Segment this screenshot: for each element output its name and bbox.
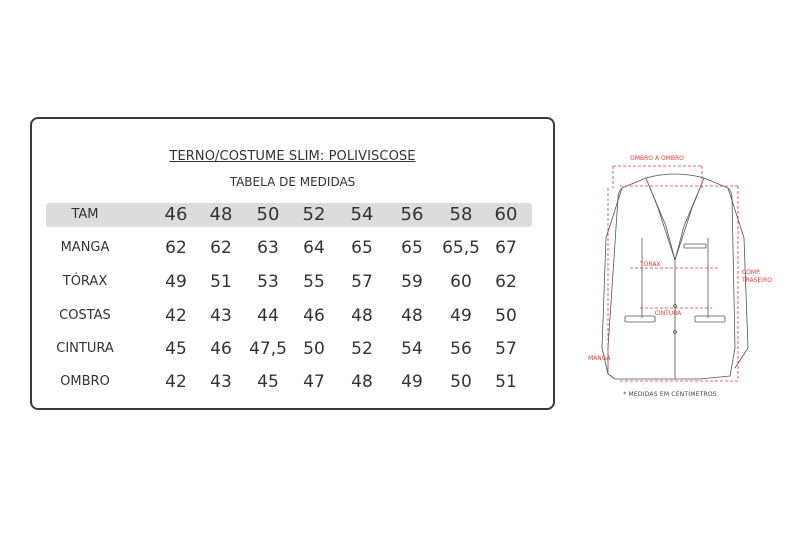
row-label: TÓRAX: [62, 274, 108, 289]
table-cell: 50: [495, 306, 517, 326]
table-cell: 52: [351, 339, 373, 359]
row-label: OMBRO: [60, 374, 110, 389]
label-manga: MANGA: [588, 355, 611, 362]
size-cell: 60: [494, 204, 518, 225]
size-cell: 52: [302, 204, 326, 225]
table-cell: 48: [351, 306, 373, 326]
measurement-note: * MEDIDAS EM CENTÍMETROS: [623, 391, 717, 398]
size-cell: 46: [164, 204, 188, 225]
table-cell: 45: [165, 339, 187, 359]
table-cell: 65: [351, 238, 373, 258]
table-cell: 49: [450, 306, 472, 326]
table-row: [46, 370, 532, 394]
table-cell: 55: [303, 272, 325, 292]
table-cell: 67: [495, 238, 517, 258]
table-cell: 53: [257, 272, 279, 292]
table-cell: 42: [165, 372, 187, 392]
table-cell: 54: [401, 339, 423, 359]
table-cell: 62: [210, 238, 232, 258]
size-cell: 54: [350, 204, 374, 225]
size-cell: 48: [209, 204, 233, 225]
row-label: MANGA: [60, 240, 110, 255]
table-cell: 44: [257, 306, 279, 326]
table-cell: 57: [351, 272, 373, 292]
size-table-card: [30, 117, 555, 410]
table-cell: 48: [351, 372, 373, 392]
table-cell: 65: [401, 238, 423, 258]
table-cell: 48: [401, 306, 423, 326]
table-cell: 50: [450, 372, 472, 392]
table-cell: 62: [495, 272, 517, 292]
table-row: [46, 304, 532, 328]
label-comp: COMP.: [742, 269, 761, 276]
table-cell: 47,5: [249, 339, 287, 359]
size-cell: 50: [256, 204, 280, 225]
table-cell: 45: [257, 372, 279, 392]
table-cell: 46: [210, 339, 232, 359]
label-torax: TÓRAX: [640, 261, 661, 268]
label-cintura: CINTURA: [654, 310, 682, 317]
size-cell: 58: [449, 204, 473, 225]
jacket-measurement-diagram: [580, 148, 790, 408]
table-cell: 65,5: [442, 238, 480, 258]
table-cell: 51: [210, 272, 232, 292]
table-row: [46, 236, 532, 260]
table-cell: 64: [303, 238, 325, 258]
jacket-outline: [602, 174, 748, 379]
table-cell: 43: [210, 306, 232, 326]
table-cell: 63: [257, 238, 279, 258]
table-cell: 47: [303, 372, 325, 392]
measurement-lines: [608, 166, 738, 381]
table-cell: 56: [450, 339, 472, 359]
row-label: CINTURA: [56, 341, 114, 356]
size-header-row: [46, 203, 532, 227]
table-cell: 50: [303, 339, 325, 359]
size-cell: 56: [400, 204, 424, 225]
table-row: [46, 270, 532, 294]
table-cell: 43: [210, 372, 232, 392]
table-cell: 62: [165, 238, 187, 258]
label-ombro-a-ombro: OMBRO A OMBRO: [630, 155, 684, 162]
table-cell: 42: [165, 306, 187, 326]
table-cell: 49: [165, 272, 187, 292]
row-label: COSTAS: [59, 308, 111, 323]
table-subtitle: TABELA DE MEDIDAS: [229, 175, 356, 189]
table-cell: 51: [495, 372, 517, 392]
table-cell: 59: [401, 272, 423, 292]
table-cell: 60: [450, 272, 472, 292]
table-cell: 49: [401, 372, 423, 392]
table-cell: 46: [303, 306, 325, 326]
label-traseiro: TRASEIRO: [742, 277, 772, 284]
table-cell: 57: [495, 339, 517, 359]
size-header-label: TAM: [71, 207, 99, 222]
table-title: TERNO/COSTUME SLIM: POLIVISCOSE: [169, 149, 416, 164]
table-row: [46, 337, 532, 361]
